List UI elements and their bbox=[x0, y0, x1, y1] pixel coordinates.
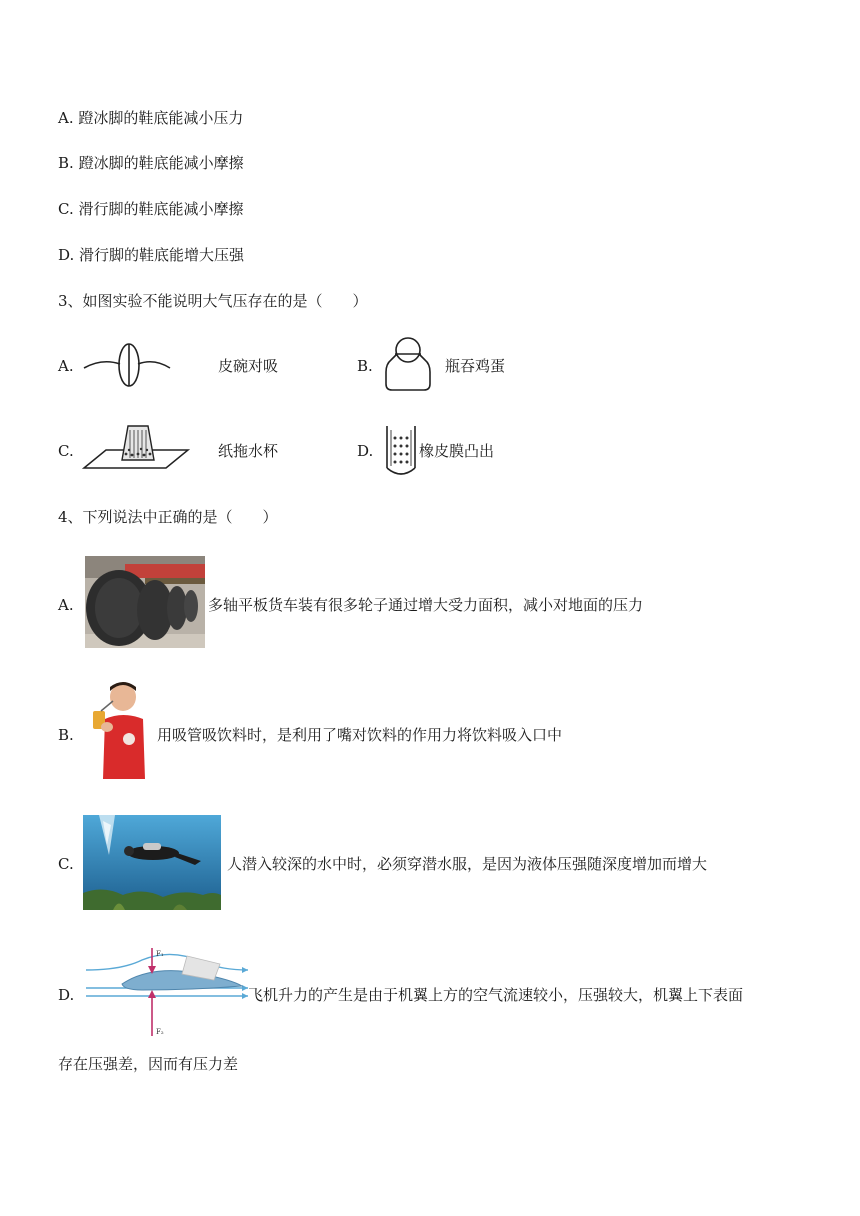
q3-option-d-letter: D. bbox=[357, 442, 374, 460]
option-text: 滑行脚的鞋底能增大压强 bbox=[79, 246, 245, 264]
boy-straw-photo bbox=[87, 681, 149, 781]
q3-option-c-letter: C. bbox=[58, 442, 74, 460]
option-text: 蹬冰脚的鞋底能减小摩擦 bbox=[78, 154, 244, 172]
airfoil-label-bottom: F₂ bbox=[156, 1028, 164, 1036]
option-text: 滑行脚的鞋底能减小摩擦 bbox=[78, 200, 244, 218]
q3-option-b-text: 瓶吞鸡蛋 bbox=[445, 357, 506, 375]
rubber-membrane-icon bbox=[381, 424, 421, 480]
diver-photo bbox=[83, 815, 221, 910]
q4-option-a-text: 多轴平板货车装有很多轮子通过增大受力面积，减小对地面的压力 bbox=[208, 596, 644, 614]
q2-option-a bbox=[58, 108, 243, 128]
q2-option-c bbox=[58, 199, 244, 219]
option-letter: B. bbox=[58, 154, 74, 172]
airfoil-diagram bbox=[82, 944, 250, 1038]
option-text: 蹬冰脚的鞋底能减小压力 bbox=[78, 109, 244, 127]
q3-stem: 3、如图实验不能说明大气压存在的是（ ） bbox=[58, 292, 368, 310]
q4-option-c-text: 人潜入较深的水中时，必须穿潜水服，是因为液体压强随深度增加而增大 bbox=[227, 855, 708, 873]
q4-option-c-letter: C. bbox=[58, 855, 74, 873]
q4-option-a-letter: A. bbox=[58, 596, 74, 614]
q4-option-b-text: 用吸管吸饮料时，是利用了嘴对饮料的作用力将饮料吸入口中 bbox=[157, 726, 563, 744]
q4-option-d-text: 飞机升力的产生是由于机翼上方的空气流速较小，压强较大，机翼上下表面 bbox=[248, 986, 744, 1004]
q4-option-d-letter: D. bbox=[58, 986, 75, 1004]
q4-option-d-text-continued: 存在压强差，因而有压力差 bbox=[58, 1055, 239, 1073]
option-letter: D. bbox=[58, 246, 75, 264]
suction-cups-icon bbox=[82, 340, 172, 390]
q3-option-b-letter: B. bbox=[357, 357, 373, 375]
option-letter: A. bbox=[58, 109, 74, 127]
q3-option-c-text: 纸拖水杯 bbox=[218, 442, 279, 460]
q2-option-d bbox=[58, 245, 244, 265]
option-letter: C. bbox=[58, 200, 74, 218]
paper-cup-icon bbox=[82, 422, 192, 472]
truck-wheels-photo bbox=[85, 556, 205, 648]
q3-option-d-text: 橡皮膜凸出 bbox=[419, 442, 495, 460]
q3-option-a-text: 皮碗对吸 bbox=[218, 357, 279, 375]
q4-stem: 4、下列说法中正确的是（ ） bbox=[58, 508, 278, 526]
q2-option-b bbox=[58, 153, 244, 173]
q3-option-a-letter: A. bbox=[58, 357, 74, 375]
airfoil-label-top: F₁ bbox=[156, 950, 164, 958]
bottle-egg-icon bbox=[383, 334, 433, 394]
q4-option-b-letter: B. bbox=[58, 726, 74, 744]
